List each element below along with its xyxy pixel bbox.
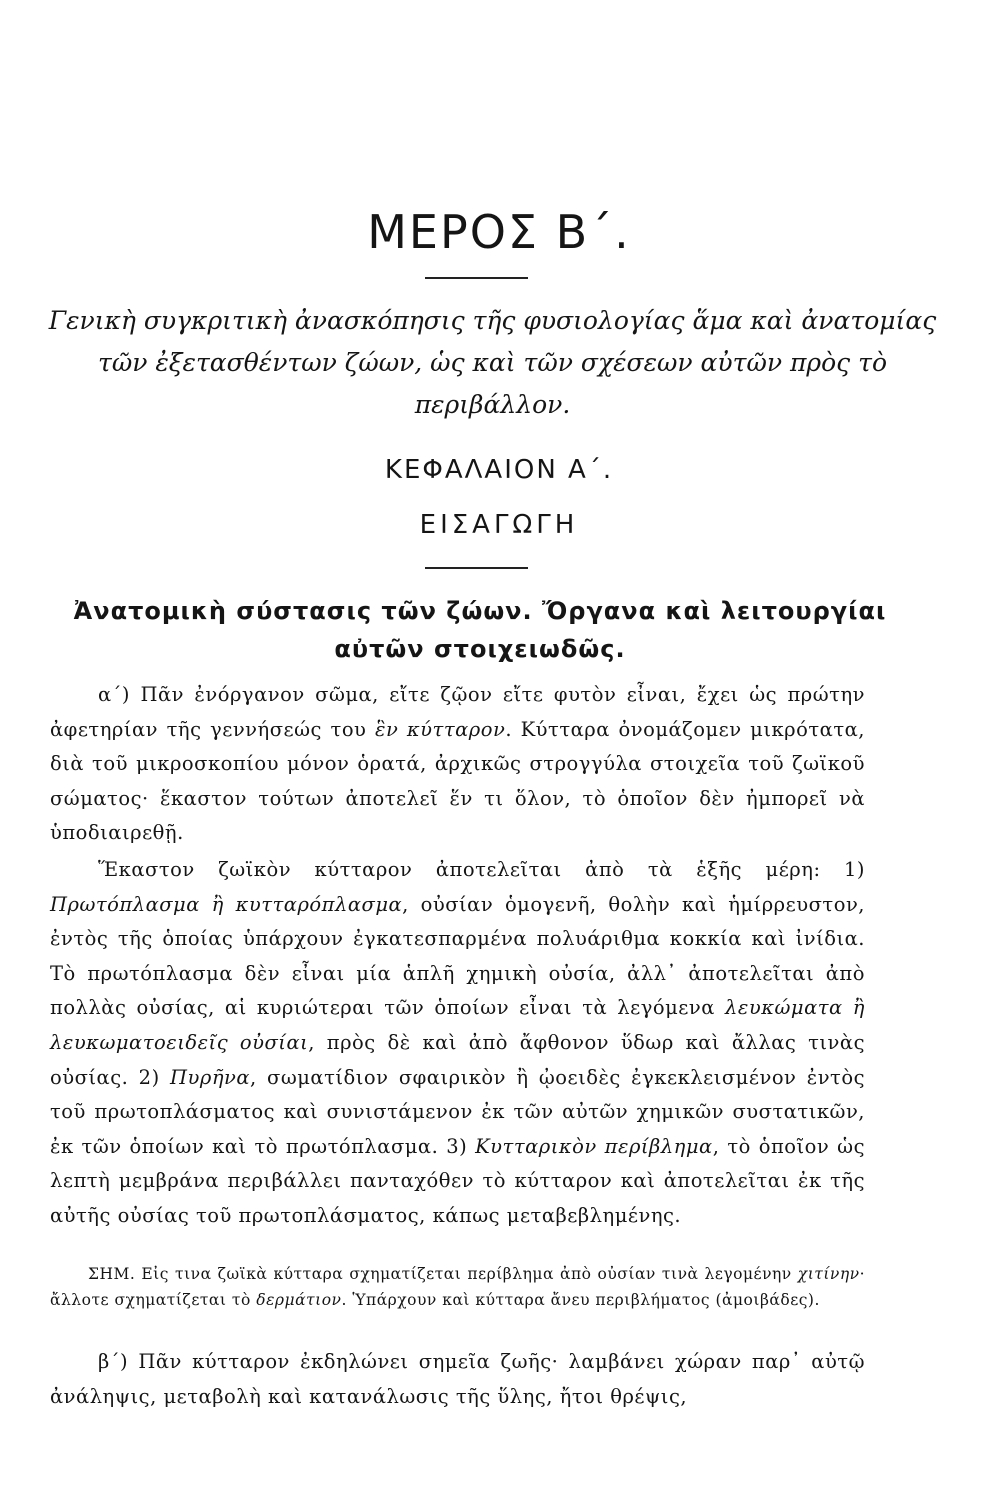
part-subtitle: Γενικὴ συγκριτικὴ ἀνασκόπησις τῆς φυσιολογίας ἅμα καὶ ἀνατομίας τῶν ἐξετασθέντων ζώων, ὡς καὶ τῶν σχέσεων αὐτῶν πρὸς τὸ περιβάλλον. [48,306,937,419]
paragraph-b-italic-2: λευκώματα ἢ λευκωματοειδεῖς οὐσίαι [50,996,865,1054]
part-title: ΜΕΡΟΣ Β΄. [367,205,631,259]
paragraph-b-text-1: Ἕκαστον ζωϊκὸν κύτταρον ἀποτελεῖται ἀπὸ τὰ ἑξῆς μέρη: 1) [98,858,865,881]
paragraph-b-italic-1: Πρωτόπλασμα ἢ κυτταρόπλασμα [50,892,403,916]
paragraph-b [50,853,865,1234]
paragraph-b-text-5: , τὸ ὁποῖον ὡς λεπτὴ μεμβράνα περιβάλλει πανταχόθεν τὸ κύτταρον καὶ ἀποτελεῖται ἐκ τῆς αὐτῆς οὐσίας τοῦ πρωτοπλάσματος, κάπως μεταβεβλημένης. [50,1134,865,1227]
paragraph-b-italic-4: Κυτταρικὸν περίβλημα [475,1134,713,1158]
chapter-title: ΚΕΦΑΛΑΙΟΝ Α΄. [384,455,614,485]
paragraph-a-italic: ἓν κύτταρον [375,717,506,741]
chapter-divider [425,567,528,569]
title-divider [425,277,528,279]
section-heading: Ἀνατομικὴ σύστασις τῶν ζώων. Ὄργανα καὶ λειτουργίαι αὐτῶν στοιχειωδῶς. [73,597,887,663]
paragraph-a [50,678,865,851]
paragraph-c: β΄) Πᾶν κύτταρον ἐκδηλώνει σημεῖα ζωῆς· λαμβάνει χώραν παρ᾽ αὐτῷ ἀνάληψις, μεταβολὴ καὶ κατανάλωσις τῆς ὕλης, ἤτοι θρέψις, [50,1350,865,1408]
chapter-subtitle: ΕΙΣΑΓΩΓΗ [419,510,579,540]
paragraph-b-text-4: , σωματίδιον σφαιρικὸν ἢ ᾠοειδὲς ἐγκεκλεισμένον ἐντὸς τοῦ πρωτοπλάσματος καὶ συνιστάμενον ἐκ τῶν αὐτῶν χημικῶν συστατικῶν, ἐκ τῶν ὁποίων καὶ τὸ πρωτόπλασμα. 3) [50,1065,865,1158]
footnote-text-3: . Ὑπάρχουν καὶ κύτταρα ἄνευ περιβλήματος (ἀμοιβάδες). [341,1291,820,1309]
footnote-text-2: · ἄλλοτε σχηματίζεται τὸ [50,1265,865,1309]
footnote-italic-2: δερμάτιον [256,1291,342,1309]
footnote-text-1: ΣΗΜ. Εἰς τινα ζωϊκὰ κύτταρα σχηματίζεται περίβλημα ἀπὸ οὐσίαν τινὰ λεγομένην [88,1265,798,1283]
paragraph-a-text-2: . Κύτταρα ὀνομάζομεν μικρότατα, διὰ τοῦ μικροσκοπίου μόνον ὁρατά, ἀρχικῶς στρογγύλα στοιχεῖα τοῦ ζωϊκοῦ σώματος· ἕκαστον τούτων ἀποτελεῖ ἕν τι ὅλον, τὸ ὁποῖον δὲν ἠμπορεῖ νὰ ὑποδιαιρεθῇ. [50,717,866,845]
footnote [50,1261,865,1313]
paragraph-b-text-3: , πρὸς δὲ καὶ ἀπὸ ἄφθονον ὕδωρ καὶ ἄλλας τινὰς οὐσίας. 2) [50,1030,866,1089]
paragraph-b-text-2: , οὐσίαν ὁμογενῆ, θολὴν καὶ ἡμίρρευστον, ἐντὸς τῆς ὁποίας ὑπάρχουν ἐγκατεσπαρμένα πολυάριθμα κοκκία καὶ ἰνίδια. Τὸ πρωτόπλασμα δὲν εἶναι μία ἁπλῆ χημικὴ οὐσία, ἀλλ᾽ ἀποτελεῖται ἀπὸ πολλὰς οὐσίας, αἱ κυριώτεραι τῶν ὁποίων εἶναι τὰ λεγόμενα [50,892,865,1020]
footnote-italic-1: χιτίνην [797,1265,860,1283]
paragraph-b-italic-3: Πυρῆνα [170,1065,251,1089]
paragraph-a-text-1: α΄) Πᾶν ἐνόργανον σῶμα, εἴτε ζῷον εἴτε φυτὸν εἶναι, ἔχει ὡς πρώτην ἀφετηρίαν τῆς γεννήσεώς του [50,683,865,741]
